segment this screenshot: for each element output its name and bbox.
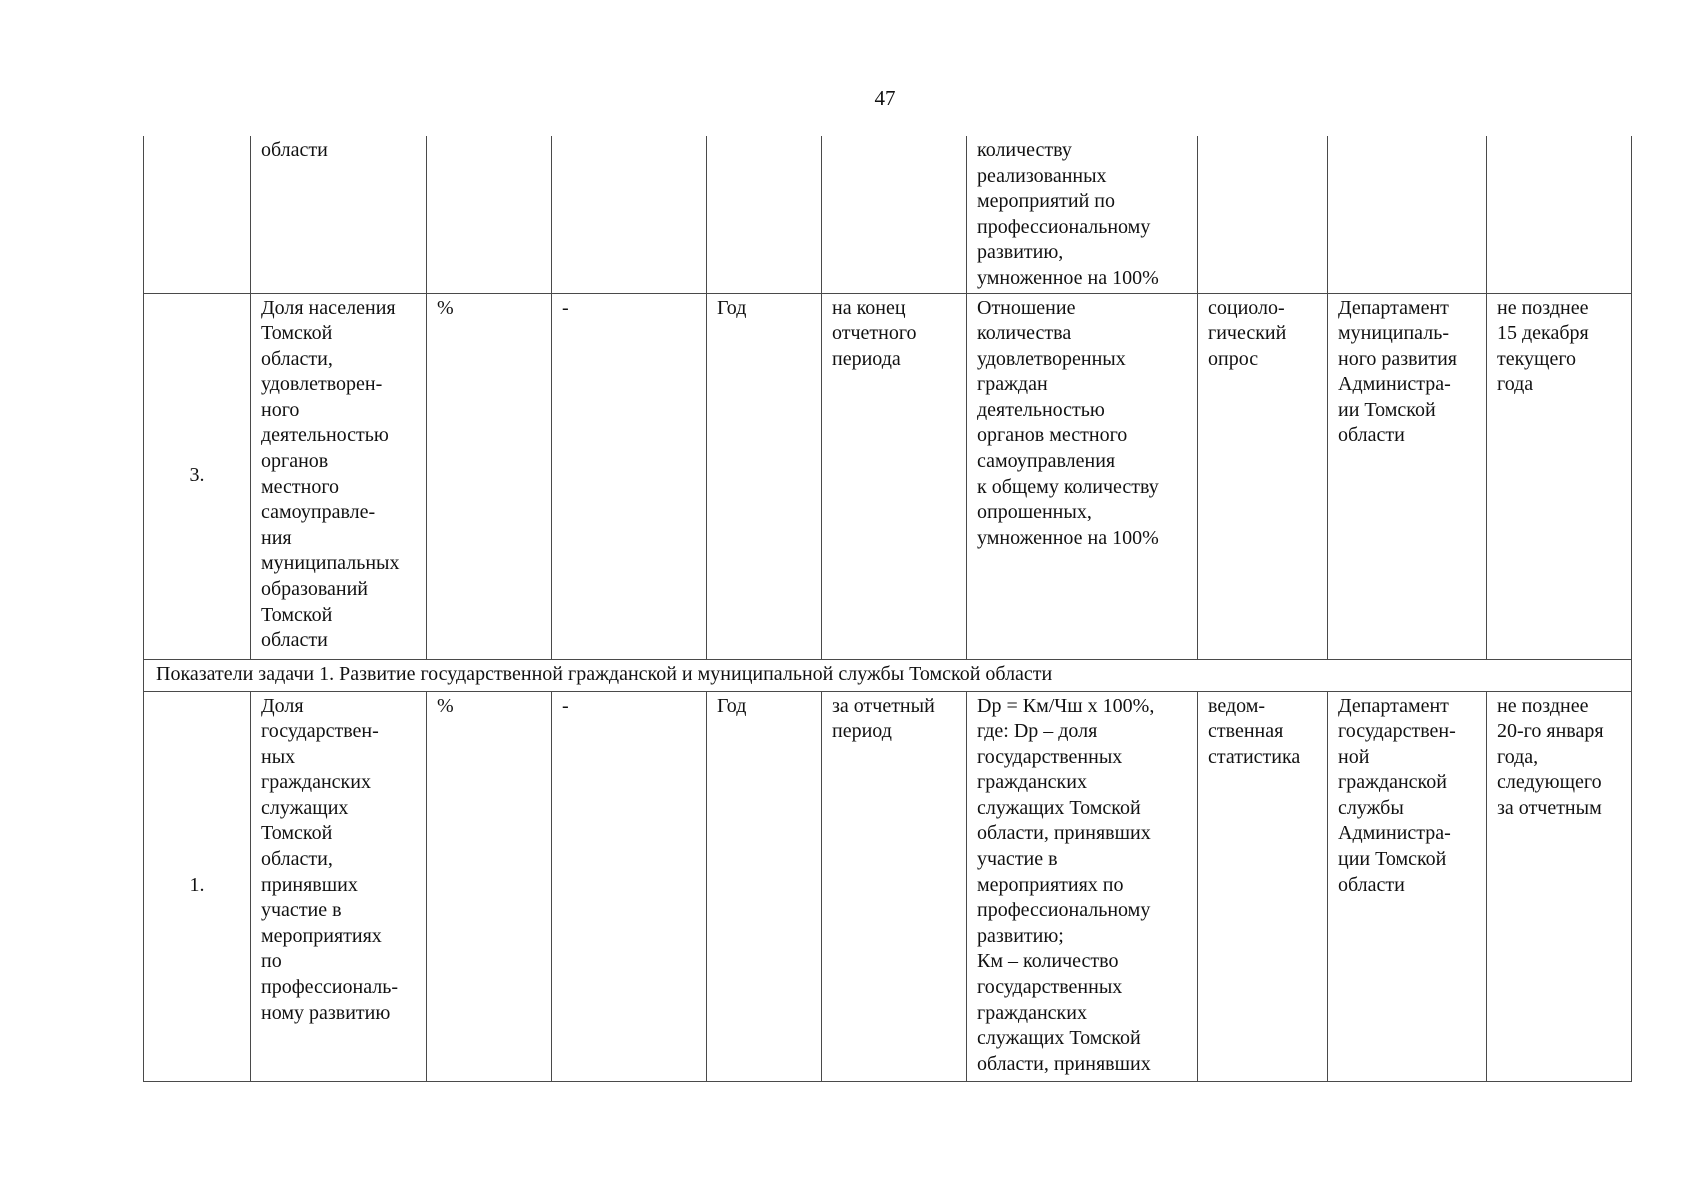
responsible-cell: Департамент муниципаль- ного развития Администра- ии Томской области [1328,293,1487,659]
table-row [144,293,1632,659]
section-header-row [144,659,1632,691]
method-cell [1198,136,1328,293]
method-cell: ведом- ственная статистика [1198,691,1328,1081]
method-cell: социоло- гический опрос [1198,293,1328,659]
unit-cell: % [427,691,552,1081]
period-type-cell [707,136,822,293]
table-row [144,691,1632,1081]
period-type-cell: Год [707,293,822,659]
indicator-name: области [251,136,427,293]
time-characteristic-cell [822,136,967,293]
deadline-cell: не позднее 20-го января года, следующего за отчетным [1487,691,1632,1081]
time-characteristic-cell: на конец отчетного периода [822,293,967,659]
responsible-cell [1328,136,1487,293]
indicator-name: Доля населения Томской области, удовлетворен- ного деятельностью органов местного самоуправле- ния муниципальных образований Томской области [251,293,427,659]
section-header: Показатели задачи 1. Развитие государственной гражданской и муниципальной службы Томской области [144,659,1632,691]
table-row [144,136,1632,293]
indicator-name: Доля государствен- ных гражданских служащих Томской области, принявших участие в мероприятиях по профессиональ- ному развитию [251,691,427,1081]
deadline-cell: не позднее 15 декабря текущего года [1487,293,1632,659]
formula-cell: Отношение количества удовлетворенных граждан деятельностью органов местного самоуправления к общему количеству опрошенных, умноженное на 100% [967,293,1198,659]
unit-cell [427,136,552,293]
unit-cell: % [427,293,552,659]
period-type-cell: Год [707,691,822,1081]
time-characteristic-cell: за отчетный период [822,691,967,1081]
row-number [144,136,251,293]
row-number: 3. [144,293,251,659]
formula-cell: количеству реализованных мероприятий по профессиональному развитию, умноженное на 100% [967,136,1198,293]
dash-cell: - [552,293,707,659]
formula-cell: Dp = Км/Чш х 100%, где: Dp – доля государственных гражданских служащих Томской области, принявших участие в мероприятиях по профессиональному развитию; Км – количество государственных гражданских служащих Томской области, принявших [967,691,1198,1081]
dash-cell [552,136,707,293]
indicators-table [143,136,1632,1082]
dash-cell: - [552,691,707,1081]
page-number: 47 [874,86,896,110]
row-number: 1. [144,691,251,1081]
responsible-cell: Департамент государствен- ной гражданской службы Администра- ции Томской области [1328,691,1487,1081]
deadline-cell [1487,136,1632,293]
